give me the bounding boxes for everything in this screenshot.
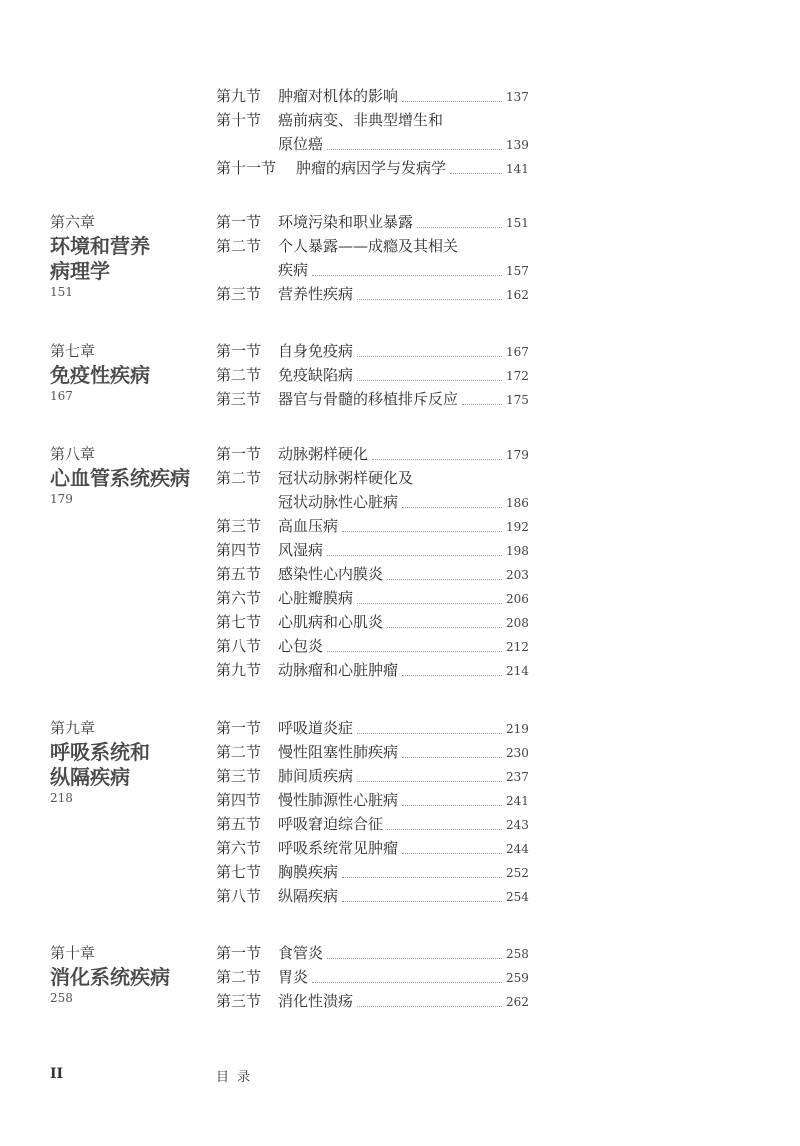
section-list xyxy=(216,716,528,908)
section-number: 第三节 xyxy=(216,390,262,408)
section-number: 第三节 xyxy=(216,517,262,535)
section-number: 第三节 xyxy=(216,767,262,785)
section-number: 第二节 xyxy=(216,743,262,761)
dot-leader xyxy=(357,299,502,300)
dot-leader xyxy=(387,579,502,580)
section-page-number: 219 xyxy=(506,722,529,736)
section-page-number: 157 xyxy=(506,264,529,278)
dot-leader xyxy=(402,757,502,758)
section-title: 高血压病 xyxy=(278,517,339,535)
section-number: 第二节 xyxy=(216,237,262,255)
section-page-number: 258 xyxy=(506,947,529,961)
toc-entry[interactable] xyxy=(216,108,528,156)
toc-entry[interactable] xyxy=(216,812,528,836)
section-page-number: 198 xyxy=(506,544,529,558)
section-page-number: 230 xyxy=(506,746,529,760)
toc-entry[interactable] xyxy=(216,538,528,562)
chapter-title: 心血管系统疾病 xyxy=(50,466,190,490)
section-title: 慢性肺源性心脏病 xyxy=(278,791,399,809)
section-number: 第八节 xyxy=(216,637,262,655)
section-page-number: 254 xyxy=(506,890,529,904)
chapter-heading xyxy=(50,210,210,300)
dot-leader xyxy=(387,829,502,830)
chapter-title: 消化系统疾病 xyxy=(50,965,170,989)
section-page-number: 259 xyxy=(506,971,529,985)
section-title: 免疫缺陷病 xyxy=(278,366,354,384)
toc-entry[interactable] xyxy=(216,634,528,658)
chapter-page-number: 179 xyxy=(50,492,73,506)
section-number: 第一节 xyxy=(216,342,262,360)
toc-entry[interactable] xyxy=(216,363,528,387)
section-page-number: 141 xyxy=(506,162,529,176)
section-number: 第六节 xyxy=(216,589,262,607)
section-number: 第九节 xyxy=(216,87,262,105)
dot-leader xyxy=(357,603,502,604)
dot-leader xyxy=(387,627,502,628)
toc-entry[interactable] xyxy=(216,860,528,884)
dot-leader xyxy=(357,356,502,357)
section-title: 心肌病和心肌炎 xyxy=(278,613,384,631)
section-number: 第五节 xyxy=(216,565,262,583)
chapter-title: 纵隔疾病 xyxy=(50,765,130,789)
dot-leader xyxy=(402,101,502,102)
section-number: 第一节 xyxy=(216,445,262,463)
section-title: 胸膜疾病 xyxy=(278,863,339,881)
section-list xyxy=(216,339,528,411)
section-title: 器官与骨髓的移植排斥反应 xyxy=(278,390,459,408)
chapter-title: 病理学 xyxy=(50,259,110,283)
section-number: 第四节 xyxy=(216,791,262,809)
toc-entry[interactable] xyxy=(216,234,528,282)
section-page-number: 206 xyxy=(506,592,529,606)
toc-entry[interactable] xyxy=(216,941,528,965)
section-number: 第二节 xyxy=(216,366,262,384)
section-page-number: 139 xyxy=(506,138,529,152)
toc-entry[interactable] xyxy=(216,764,528,788)
section-number: 第七节 xyxy=(216,863,262,881)
section-page-number: 175 xyxy=(506,393,529,407)
section-number: 第三节 xyxy=(216,285,262,303)
section-title: 消化性溃疡 xyxy=(278,992,354,1010)
dot-leader xyxy=(462,404,502,405)
section-page-number: 208 xyxy=(506,616,529,630)
section-number: 第二节 xyxy=(216,469,262,487)
dot-leader xyxy=(327,651,502,652)
section-title: 肿瘤的病因学与发病学 xyxy=(296,159,447,177)
dot-leader xyxy=(357,733,502,734)
chapter-heading xyxy=(50,941,210,1006)
section-page-number: 192 xyxy=(506,520,529,534)
section-title: 风湿病 xyxy=(278,541,324,559)
section-title: 呼吸道炎症 xyxy=(278,719,354,737)
chapter-number: 第八章 xyxy=(50,445,96,463)
toc-entry[interactable] xyxy=(216,210,528,234)
toc-entry[interactable] xyxy=(216,884,528,908)
dot-leader xyxy=(312,275,502,276)
section-number: 第一节 xyxy=(216,213,262,231)
section-title: 动脉粥样硬化 xyxy=(278,445,369,463)
toc-entry[interactable] xyxy=(216,989,528,1013)
section-title: 动脉瘤和心脏肿瘤 xyxy=(278,661,399,679)
footer-page-number: II xyxy=(50,1066,64,1082)
dot-leader xyxy=(342,531,502,532)
section-number: 第二节 xyxy=(216,968,262,986)
dot-leader xyxy=(327,149,502,150)
dot-leader xyxy=(402,805,502,806)
section-title: 环境污染和职业暴露 xyxy=(278,213,414,231)
section-number: 第四节 xyxy=(216,541,262,559)
section-page-number: 237 xyxy=(506,770,529,784)
toc-entry[interactable] xyxy=(216,442,528,466)
toc-entry[interactable] xyxy=(216,836,528,860)
section-page-number: 186 xyxy=(506,496,529,510)
section-title: 呼吸窘迫综合征 xyxy=(278,815,384,833)
section-title: 营养性疾病 xyxy=(278,285,354,303)
section-number: 第六节 xyxy=(216,839,262,857)
section-list xyxy=(216,442,528,682)
dot-leader xyxy=(450,173,502,174)
dot-leader xyxy=(357,380,502,381)
chapter-title: 呼吸系统和 xyxy=(50,740,150,764)
chapter-page-number: 218 xyxy=(50,791,73,805)
section-page-number: 137 xyxy=(506,90,529,104)
section-title: 肿瘤对机体的影响 xyxy=(278,87,399,105)
toc-entry[interactable] xyxy=(216,562,528,586)
dot-leader xyxy=(357,781,502,782)
section-number: 第一节 xyxy=(216,944,262,962)
section-page-number: 212 xyxy=(506,640,529,654)
dot-leader xyxy=(327,958,502,959)
section-title: 个人暴露——成瘾及其相关 xyxy=(278,237,459,255)
section-list xyxy=(216,941,528,1013)
chapter-page-number: 167 xyxy=(50,389,73,403)
section-page-number: 252 xyxy=(506,866,529,880)
chapter-heading xyxy=(50,339,210,404)
chapter-heading xyxy=(50,442,210,507)
dot-leader xyxy=(327,555,502,556)
dot-leader xyxy=(402,507,502,508)
toc-entry[interactable] xyxy=(216,965,528,989)
section-title: 原位癌 xyxy=(278,135,324,153)
chapter-heading xyxy=(50,716,210,806)
dot-leader xyxy=(357,1006,502,1007)
dot-leader xyxy=(402,675,502,676)
section-title: 感染性心内膜炎 xyxy=(278,565,384,583)
footer-section-label: 目 录 xyxy=(216,1070,253,1085)
section-title: 纵隔疾病 xyxy=(278,887,339,905)
chapter-number: 第六章 xyxy=(50,213,96,231)
section-number: 第三节 xyxy=(216,992,262,1010)
dot-leader xyxy=(342,901,502,902)
chapter-page-number: 151 xyxy=(50,285,73,299)
section-list xyxy=(216,84,528,180)
section-title: 心脏瓣膜病 xyxy=(278,589,354,607)
dot-leader xyxy=(417,227,502,228)
section-title: 自身免疫病 xyxy=(278,342,354,360)
section-page-number: 262 xyxy=(506,995,529,1009)
section-title: 肺间质疾病 xyxy=(278,767,354,785)
section-page-number: 241 xyxy=(506,794,529,808)
chapter-number: 第十章 xyxy=(50,944,96,962)
toc-entry[interactable] xyxy=(216,610,528,634)
section-page-number: 203 xyxy=(506,568,529,582)
toc-entry[interactable] xyxy=(216,788,528,812)
toc-entry[interactable] xyxy=(216,84,528,108)
dot-leader xyxy=(312,982,502,983)
chapter-title: 免疫性疾病 xyxy=(50,363,150,387)
section-page-number: 162 xyxy=(506,288,529,302)
dot-leader xyxy=(372,459,502,460)
section-title: 癌前病变、非典型增生和 xyxy=(278,111,444,129)
section-page-number: 244 xyxy=(506,842,529,856)
section-page-number: 151 xyxy=(506,216,529,230)
section-number: 第十节 xyxy=(216,111,262,129)
section-number: 第五节 xyxy=(216,815,262,833)
toc-entry[interactable] xyxy=(216,740,528,764)
section-title: 食管炎 xyxy=(278,944,324,962)
dot-leader xyxy=(342,877,502,878)
section-number: 第七节 xyxy=(216,613,262,631)
section-title: 慢性阻塞性肺疾病 xyxy=(278,743,399,761)
chapter-number: 第九章 xyxy=(50,719,96,737)
toc-entry[interactable] xyxy=(216,387,528,411)
chapter-title: 环境和营养 xyxy=(50,234,150,258)
section-page-number: 179 xyxy=(506,448,529,462)
toc-entry[interactable] xyxy=(216,514,528,538)
dot-leader xyxy=(402,853,502,854)
toc-entry[interactable] xyxy=(216,716,528,740)
section-number: 第十一节 xyxy=(216,159,277,177)
section-number: 第九节 xyxy=(216,661,262,679)
toc-entry[interactable] xyxy=(216,658,528,682)
chapter-number: 第七章 xyxy=(50,342,96,360)
section-title: 呼吸系统常见肿瘤 xyxy=(278,839,399,857)
section-title: 冠状动脉粥样硬化及 xyxy=(278,469,414,487)
toc-entry[interactable] xyxy=(216,586,528,610)
section-title: 胃炎 xyxy=(278,968,309,986)
section-page-number: 214 xyxy=(506,664,529,678)
section-list xyxy=(216,210,528,306)
section-page-number: 167 xyxy=(506,345,529,359)
section-title: 心包炎 xyxy=(278,637,324,655)
section-number: 第八节 xyxy=(216,887,262,905)
section-page-number: 172 xyxy=(506,369,529,383)
toc-entry[interactable] xyxy=(216,156,528,180)
section-number: 第一节 xyxy=(216,719,262,737)
toc-entry[interactable] xyxy=(216,339,528,363)
section-page-number: 243 xyxy=(506,818,529,832)
section-title: 疾病 xyxy=(278,261,309,279)
toc-entry[interactable] xyxy=(216,282,528,306)
chapter-page-number: 258 xyxy=(50,991,73,1005)
toc-entry[interactable] xyxy=(216,466,528,514)
section-title: 冠状动脉性心脏病 xyxy=(278,493,399,511)
